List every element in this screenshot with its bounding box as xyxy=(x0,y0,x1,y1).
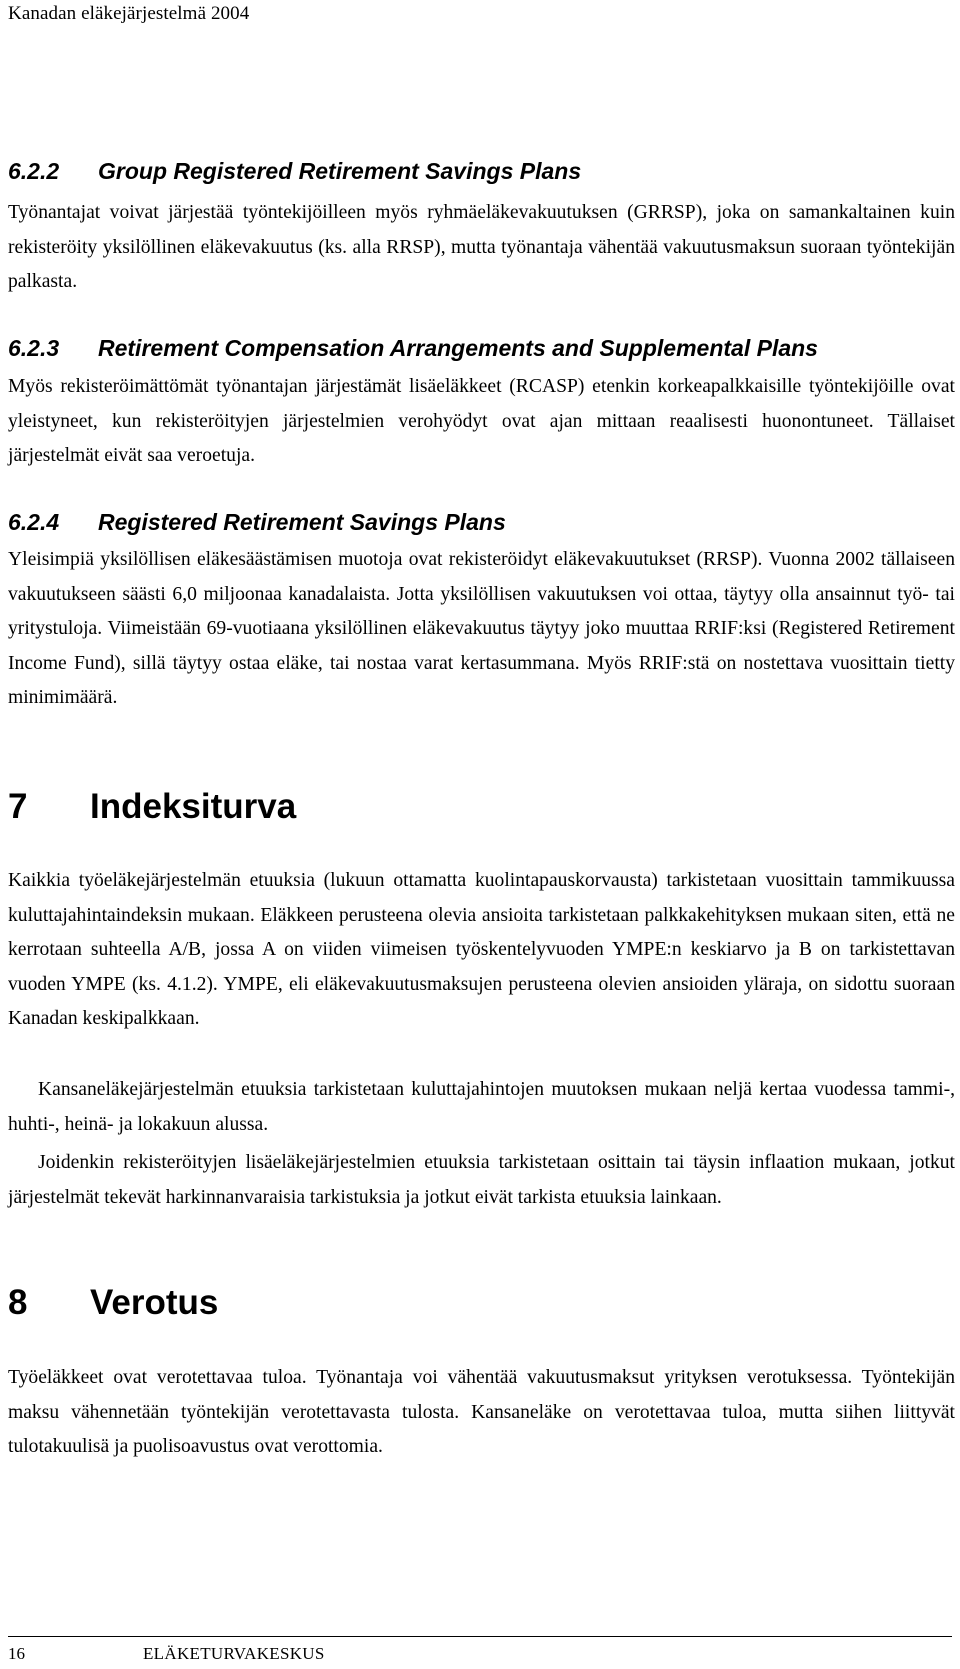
section-title: Group Registered Retirement Savings Plans xyxy=(98,158,582,184)
paragraph-8: Työeläkkeet ovat verotettavaa tuloa. Työnantaja voi vähentää vakuutusmaksut yrityksen verotuksessa. Työntekijän maksu vähennetään työntekijän verotettavasta tulosta. Kansaneläke on verotettavaa tuloa, mutta siihen liittyvät tulotakuulisä ja puolisoavustus ovat verottomia. xyxy=(8,1367,955,1457)
section-title: Retirement Compensation Arrangements and Supplemental Plans xyxy=(98,335,818,361)
section-number: 6.2.2 xyxy=(8,158,60,184)
chapter-title: Verotus xyxy=(90,1283,219,1322)
section-title: Registered Retirement Savings Plans xyxy=(98,509,506,535)
page-number: 16 xyxy=(8,1644,25,1663)
paragraph-6-2-3: Myös rekisteröimättömät työnantajan järjestämät lisäeläkkeet (RCASP) etenkin korkeapalkkaisille työntekijöille ovat yleistyneet, kun rekisteröityjen järjestelmien verohyödyt ovat ajan mittaan reaalisesti huonontuneet. Tällaiset järjestelmät eivät saa veroetuja. xyxy=(8,376,955,466)
chapter-heading-7 xyxy=(8,785,296,829)
section-heading-6-2-3 xyxy=(8,333,818,363)
section-number: 6.2.3 xyxy=(8,335,60,361)
footer-divider xyxy=(8,1636,952,1637)
running-head: Kanadan eläkejärjestelmä 2004 xyxy=(8,3,250,24)
section-number: 6.2.4 xyxy=(8,509,60,535)
paragraph-6-2-2: Työnantajat voivat järjestää työntekijöilleen myös ryhmäeläkevakuutuksen (GRRSP), joka on samankaltainen kuin rekisteröity yksilöllinen eläkevakuutus (ks. alla RRSP), mutta työnantaja vähentää vakuutusmaksun suoraan työntekijän palkasta. xyxy=(8,202,955,292)
paragraph-7-1: Kaikkia työeläkejärjestelmän etuuksia (lukuun ottamatta kuolintapauskorvausta) tarkistetaan vuosittain tammikuussa kuluttajahintaindeksin mukaan. Eläkkeen perusteena olevia ansioita tarkistetaan palkkakehityksen mukaan siten, että ne kerrotaan suhteella A/B, jossa A on viiden viimeisen työskentelyvuoden YMPE:n keskiarvo ja B on tarkistettavan vuoden YMPE (ks. 4.1.2). YMPE, eli eläkevakuutusmaksujen perusteena olevien ansioiden yläraja, on sidottu suoraan Kanadan keskipalkkaan. xyxy=(8,870,955,1029)
section-heading-6-2-2 xyxy=(8,156,581,186)
paragraph-7-3: Joidenkin rekisteröityjen lisäeläkejärjestelmien etuuksia tarkistetaan osittain tai täysin inflaation mukaan, jotkut järjestelmät tekevät harkinnanvaraisia tarkistuksia ja jotkut eivät tarkista etuuksia lainkaan. xyxy=(8,1152,955,1208)
chapter-heading-8 xyxy=(8,1281,218,1325)
chapter-number: 8 xyxy=(8,1283,28,1322)
paragraph-6-2-4: Yleisimpiä yksilöllisen eläkesäästämisen muotoja ovat rekisteröidyt eläkevakuutukset (RRSP). Vuonna 2002 tällaiseen vakuutukseen säästi 6,0 miljoonaa kanadalaista. Jotta yksilöllisen vakuutuksen voi ottaa, täytyy olla ansainnut työ- tai yritystuloja. Viimeistään 69-vuotiaana yksilöllinen eläkevakuutus täytyy joko muuttaa RRIF:ksi (Registered Retirement Income Fund), sillä täytyy ostaa eläke, tai nostaa varat kertasummana. Myös RRIF:stä on nostettava vuosittain tietty minimimäärä. xyxy=(8,549,955,708)
footer-organization: ELÄKETURVAKESKUS xyxy=(143,1644,325,1663)
section-heading-6-2-4 xyxy=(8,507,506,537)
chapter-number: 7 xyxy=(8,787,28,826)
paragraph-7-2: Kansaneläkejärjestelmän etuuksia tarkistetaan kuluttajahintojen muutoksen mukaan neljä kertaa vuodessa tammi-, huhti-, heinä- ja lokakuun alussa. xyxy=(8,1079,955,1135)
chapter-title: Indeksiturva xyxy=(90,787,297,826)
